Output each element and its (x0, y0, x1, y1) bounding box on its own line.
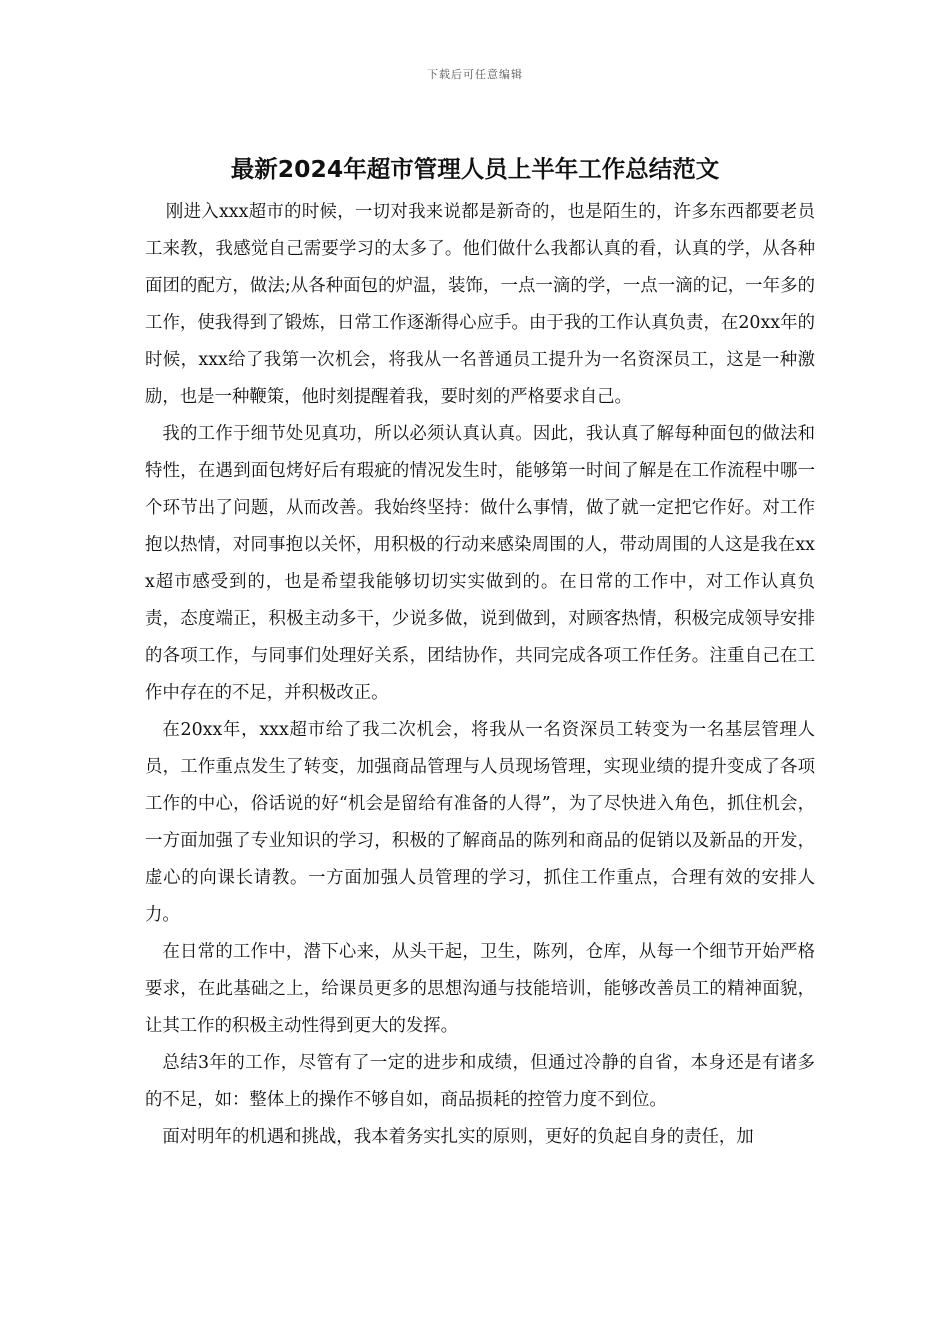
paragraph-5: 总结3年的工作，尽管有了一定的进步和成绩，但通过冷静的自省，本身还是有诸多的不足，如：整体上的操作不够自如，商品损耗的控管力度不到位。 (145, 1053, 815, 1110)
paragraph-1: 刚进入xxx超市的时候，一切对我来说都是新奇的，也是陌生的，许多东西都要老员工来教，我感觉自己需要学习的太多了。他们做什么我都认真的看，认真的学，从各种面团的配方，做法;从各种面包的炉温，装饰，一点一滴的学，一点一滴的记，一年多的工作，使我得到了锻炼，日常工作逐渐得心应手。由于我的工作认真负责，在20xx年的时候，xxx给了我第一次机会，将我从一名普通员工提升为一名资深员工，这是一种激励，也是一种鞭策，他时刻提醒着我，要时刻的严格要求自己。 (145, 202, 815, 407)
paragraph-4: 在日常的工作中，潜下心来，从头干起，卫生，陈列，仓库，从每一个细节开始严格要求，在此基础之上，给课员更多的思想沟通与技能培训，能够改善员工的精神面貌，让其工作的积极主动性得到更大的发挥。 (145, 942, 815, 1036)
paragraph-2: 我的工作于细节处见真功，所以必须认真认真。因此，我认真了解每种面包的做法和特性，在遇到面包烤好后有瑕疵的情况发生时，能够第一时间了解是在工作流程中哪一个环节出了问题，从而改善。我始终坚持：做什么事情，做了就一定把它作好。对工作抱以热情，对同事抱以关怀，用积极的行动来感染周围的人，带动周围的人这是我在xxx超市感受到的，也是希望我能够切切实实做到的。在日常的工作中，对工作认真负责，态度端正，积极主动多干，少说多做，说到做到，对顾客热情，积极完成领导安排的各项工作，与同事们处理好关系，团结协作，共同完成各项工作任务。注重自己在工作中存在的不足，并积极改正。 (145, 424, 815, 703)
paragraph-3: 在20xx年，xxx超市给了我二次机会，将我从一名资深员工转变为一名基层管理人员，工作重点发生了转变，加强商品管理与人员现场管理，实现业绩的提升变成了各项工作的中心，俗话说的好“机会是留给有准备的人得”，为了尽快进入角色，抓住机会，一方面加强了专业知识的学习，积极的了解商品的陈列和商品的促销以及新品的开发，虚心的向课长请教。一方面加强人员管理的学习，抓住工作重点，合理有效的安排人力。 (145, 720, 815, 925)
document-body (145, 194, 815, 1156)
document-title: 最新2024年超市管理人员上半年工作总结范文 (230, 155, 720, 183)
download-note: 下载后可任意编辑 (427, 68, 523, 81)
paragraph-6: 面对明年的机遇和挑战，我本着务实扎实的原则，更好的负起自身的责任，加 (162, 1127, 754, 1147)
